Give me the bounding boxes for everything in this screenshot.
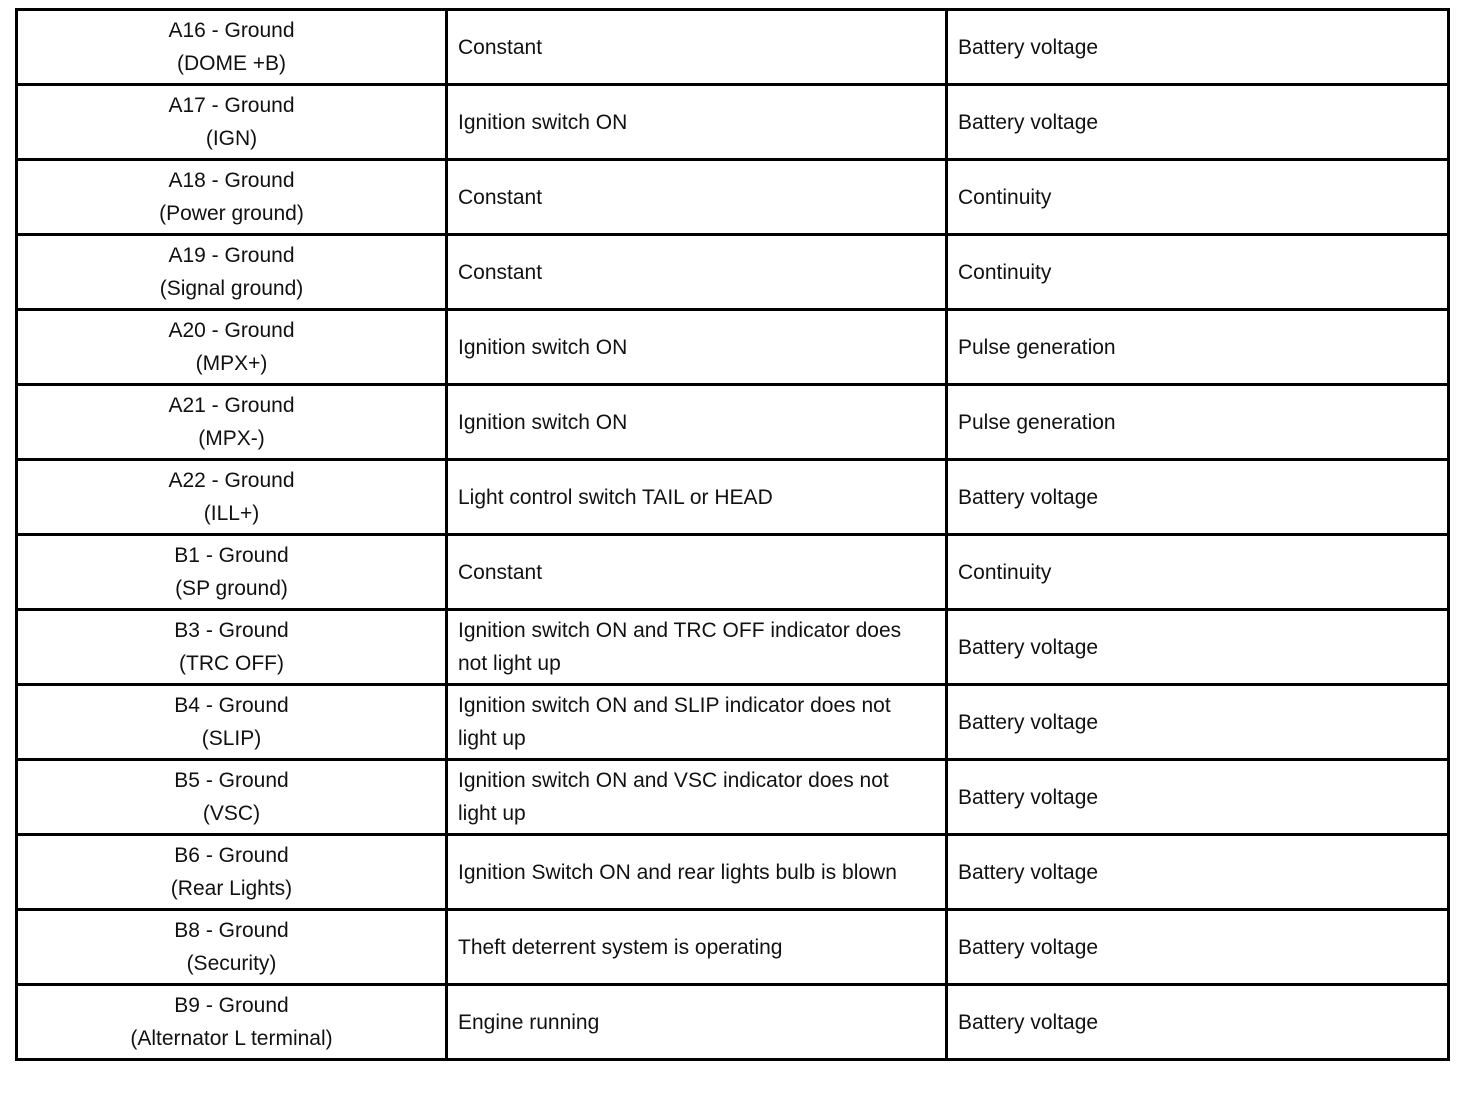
table-row bbox=[17, 85, 1449, 160]
terminal-number: A20 - Ground bbox=[168, 319, 295, 342]
table-row bbox=[17, 835, 1449, 910]
terminal-name: (MPX+) bbox=[195, 352, 268, 375]
specified-condition-cell: Battery voltage bbox=[947, 685, 1449, 760]
specified-condition-cell: Battery voltage bbox=[947, 85, 1449, 160]
specified-condition-cell: Continuity bbox=[947, 235, 1449, 310]
terminal-cell bbox=[17, 760, 447, 835]
terminal-spec-table bbox=[15, 8, 1450, 1061]
terminal-name: (Signal ground) bbox=[159, 277, 304, 300]
table-row bbox=[17, 985, 1449, 1060]
terminal-cell bbox=[17, 535, 447, 610]
terminal-name: (Power ground) bbox=[159, 202, 304, 225]
table-row bbox=[17, 760, 1449, 835]
terminal-cell bbox=[17, 310, 447, 385]
terminal-cell bbox=[17, 160, 447, 235]
table-row bbox=[17, 160, 1449, 235]
specified-condition-cell: Continuity bbox=[947, 535, 1449, 610]
table-row bbox=[17, 610, 1449, 685]
specified-condition-cell: Battery voltage bbox=[947, 760, 1449, 835]
terminal-number: A16 - Ground bbox=[168, 19, 295, 42]
terminal-cell bbox=[17, 10, 447, 85]
terminal-number: B3 - Ground bbox=[174, 619, 289, 642]
table-row bbox=[17, 910, 1449, 985]
specified-condition-cell: Battery voltage bbox=[947, 985, 1449, 1060]
terminal-number: B4 - Ground bbox=[174, 694, 289, 717]
terminal-cell bbox=[17, 835, 447, 910]
terminal-name: (Rear Lights) bbox=[170, 877, 293, 900]
terminal-number: A21 - Ground bbox=[168, 394, 295, 417]
condition-cell: Constant bbox=[447, 10, 947, 85]
condition-cell: Theft deterrent system is operating bbox=[447, 910, 947, 985]
table-row bbox=[17, 685, 1449, 760]
terminal-number: B8 - Ground bbox=[174, 919, 289, 942]
terminal-name: (SLIP) bbox=[201, 727, 262, 750]
table-row bbox=[17, 385, 1449, 460]
condition-cell: Ignition switch ON bbox=[447, 385, 947, 460]
terminal-cell bbox=[17, 460, 447, 535]
terminal-name: (ILL+) bbox=[203, 502, 260, 525]
table-row bbox=[17, 10, 1449, 85]
terminal-number: B1 - Ground bbox=[174, 544, 289, 567]
condition-cell: Ignition switch ON and SLIP indicator does not light up bbox=[447, 685, 947, 760]
terminal-cell bbox=[17, 85, 447, 160]
terminal-number: A18 - Ground bbox=[168, 169, 295, 192]
terminal-cell bbox=[17, 385, 447, 460]
terminal-number: A17 - Ground bbox=[168, 94, 295, 117]
condition-cell: Engine running bbox=[447, 985, 947, 1060]
specified-condition-cell: Battery voltage bbox=[947, 835, 1449, 910]
specified-condition-cell: Battery voltage bbox=[947, 910, 1449, 985]
condition-cell: Ignition Switch ON and rear lights bulb is blown bbox=[447, 835, 947, 910]
condition-cell: Light control switch TAIL or HEAD bbox=[447, 460, 947, 535]
table-row bbox=[17, 235, 1449, 310]
condition-cell: Constant bbox=[447, 160, 947, 235]
specified-condition-cell: Battery voltage bbox=[947, 460, 1449, 535]
terminal-number: A19 - Ground bbox=[168, 244, 295, 267]
terminal-name: (Security) bbox=[186, 952, 277, 975]
terminal-cell bbox=[17, 910, 447, 985]
terminal-name: (Alternator L terminal) bbox=[130, 1027, 333, 1050]
terminal-cell bbox=[17, 985, 447, 1060]
condition-cell: Ignition switch ON bbox=[447, 310, 947, 385]
terminal-name: (IGN) bbox=[205, 127, 258, 150]
table-row bbox=[17, 535, 1449, 610]
terminal-cell bbox=[17, 685, 447, 760]
specified-condition-cell: Pulse generation bbox=[947, 310, 1449, 385]
condition-cell: Ignition switch ON bbox=[447, 85, 947, 160]
terminal-name: (DOME +B) bbox=[176, 52, 287, 75]
table-row bbox=[17, 460, 1449, 535]
specified-condition-cell: Battery voltage bbox=[947, 610, 1449, 685]
terminal-number: A22 - Ground bbox=[168, 469, 295, 492]
condition-cell: Ignition switch ON and TRC OFF indicator does not light up bbox=[447, 610, 947, 685]
condition-cell: Constant bbox=[447, 535, 947, 610]
specified-condition-cell: Battery voltage bbox=[947, 10, 1449, 85]
table-body bbox=[17, 10, 1449, 1060]
specified-condition-cell: Pulse generation bbox=[947, 385, 1449, 460]
terminal-cell bbox=[17, 610, 447, 685]
terminal-number: B9 - Ground bbox=[174, 994, 289, 1017]
terminal-name: (MPX-) bbox=[198, 427, 265, 450]
specified-condition-cell: Continuity bbox=[947, 160, 1449, 235]
condition-cell: Constant bbox=[447, 235, 947, 310]
terminal-name: (VSC) bbox=[202, 802, 261, 825]
terminal-name: (SP ground) bbox=[175, 577, 288, 600]
condition-cell: Ignition switch ON and VSC indicator does not light up bbox=[447, 760, 947, 835]
table-row bbox=[17, 310, 1449, 385]
terminal-number: B5 - Ground bbox=[174, 769, 289, 792]
terminal-number: B6 - Ground bbox=[174, 844, 289, 867]
terminal-cell bbox=[17, 235, 447, 310]
terminal-name: (TRC OFF) bbox=[179, 652, 284, 675]
